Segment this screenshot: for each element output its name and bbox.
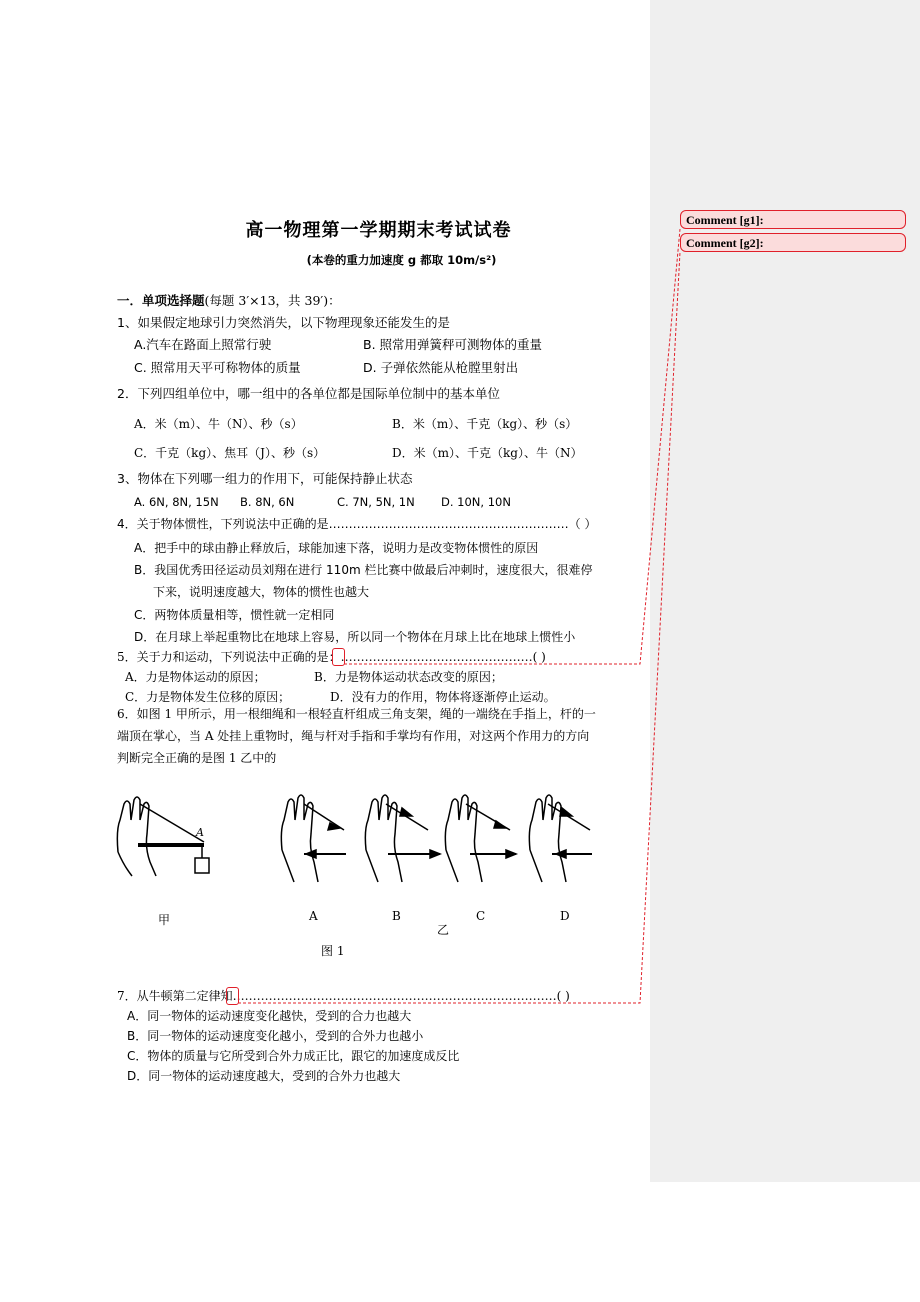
figure-label-yi: 乙 — [437, 923, 450, 937]
figure-label-c: C — [476, 909, 486, 923]
exam-title: 高一物理第一学期期末考试试卷 — [245, 220, 512, 241]
q4-option-d: D．在月球上举起重物比在地球上容易，所以同一个物体在月球上比在地球上惯性小 — [134, 630, 576, 644]
figure-label-a: A — [309, 909, 318, 923]
q5-stem: 5．关于力和运动，下列说法中正确的是：…………………………………………( ) — [117, 650, 546, 664]
section-heading: 一．单项选择题(每题 3′×13，共 39′)： — [117, 293, 341, 308]
q6-stem-line2: 端顶在掌心，当 A 处挂上重物时，绳与杆对手指和手掌均有作用，对这两个作用力的方向 — [117, 729, 590, 743]
q3-option-b: B. 8N, 6N — [240, 495, 295, 509]
q7-option-d: D．同一物体的运动速度越大，受到的合外力也越大 — [127, 1069, 401, 1083]
q5-option-c: C．力是物体发生位移的原因； — [125, 690, 291, 704]
q1-option-b: B. 照常用弹簧秤可测物体的重量 — [363, 337, 543, 352]
q6-stem-line3: 判断完全正确的是图 1 乙中的 — [117, 751, 277, 765]
figure-label-d: D — [560, 909, 570, 923]
q2-option-a: A．米（m）、牛（N）、秒（s） — [134, 417, 303, 431]
figure-label-b: B — [392, 909, 401, 923]
q4-stem: 4．关于物体惯性，下列说法中正确的是……………………………………………………（ ） — [117, 517, 597, 531]
q7-stem: 7．从牛顿第二定律知………………………………………………………………………( ) — [117, 989, 570, 1003]
q5-option-d: D．没有力的作用，物体将逐渐停止运动。 — [330, 690, 556, 704]
q2-option-c: C．千克（kg）、焦耳（J）、秒（s） — [134, 446, 326, 460]
figure-label-jia: 甲 — [158, 913, 171, 927]
q1-option-d: D. 子弹依然能从枪膛里射出 — [363, 360, 519, 375]
q1-stem: 1、如果假定地球引力突然消失，以下物理现象还能发生的是 — [117, 315, 450, 330]
q6-stem-line1: 6．如图 1 甲所示，用一根细绳和一根轻直杆组成三角支架，绳的一端绕在手指上，杆的一 — [117, 707, 596, 721]
q1-option-a: A.汽车在路面上照常行驶 — [134, 337, 272, 352]
q3-option-c: C. 7N, 5N, 1N — [337, 495, 415, 509]
q7-option-a: A．同一物体的运动速度变化越快，受到的合力也越大 — [127, 1009, 412, 1023]
q3-option-d: D. 10N, 10N — [441, 495, 511, 509]
q4-option-b-line1: B．我国优秀田径运动员刘翔在进行 110m 栏比赛中做最后冲刺时，速度很大，很难停 — [134, 563, 593, 577]
exam-subtitle: (本卷的重力加速度 g 都取 10m/s²) — [306, 253, 497, 267]
figure-caption: 图 1 — [321, 944, 345, 958]
q3-stem: 3、物体在下列哪一组力的作用下，可能保持静止状态 — [117, 471, 413, 486]
q4-option-c: C．两物体质量相等，惯性就一定相同 — [134, 608, 335, 622]
comment-g1[interactable]: Comment [g1]: — [680, 210, 906, 229]
q7-option-c: C．物体的质量与它所受到合外力成正比，跟它的加速度成反比 — [127, 1049, 460, 1063]
q2-option-d: D．米（m）、千克（kg）、牛（N） — [392, 446, 583, 460]
q3-option-a: A. 6N, 8N, 15N — [134, 495, 219, 509]
q1-option-c: C. 照常用天平可称物体的质量 — [134, 360, 301, 375]
q5-option-a: A．力是物体运动的原因； — [125, 670, 266, 684]
figure-point-a: A — [196, 826, 204, 839]
q4-option-a: A．把手中的球由静止释放后，球能加速下落，说明力是改变物体惯性的原因 — [134, 541, 539, 555]
q5-option-b: B．力是物体运动状态改变的原因； — [314, 670, 503, 684]
comment-g2[interactable]: Comment [g2]: — [680, 233, 906, 252]
q2-stem: 2．下列四组单位中，哪一组中的各单位都是国际单位制中的基本单位 — [117, 386, 500, 401]
q4-option-b-line2: 下来，说明速度越大，物体的惯性也越大 — [153, 585, 370, 599]
q2-option-b: B．米（m）、千克（kg）、秒（s） — [392, 417, 578, 431]
q7-option-b: B．同一物体的运动速度变化越小，受到的合外力也越小 — [127, 1029, 424, 1043]
